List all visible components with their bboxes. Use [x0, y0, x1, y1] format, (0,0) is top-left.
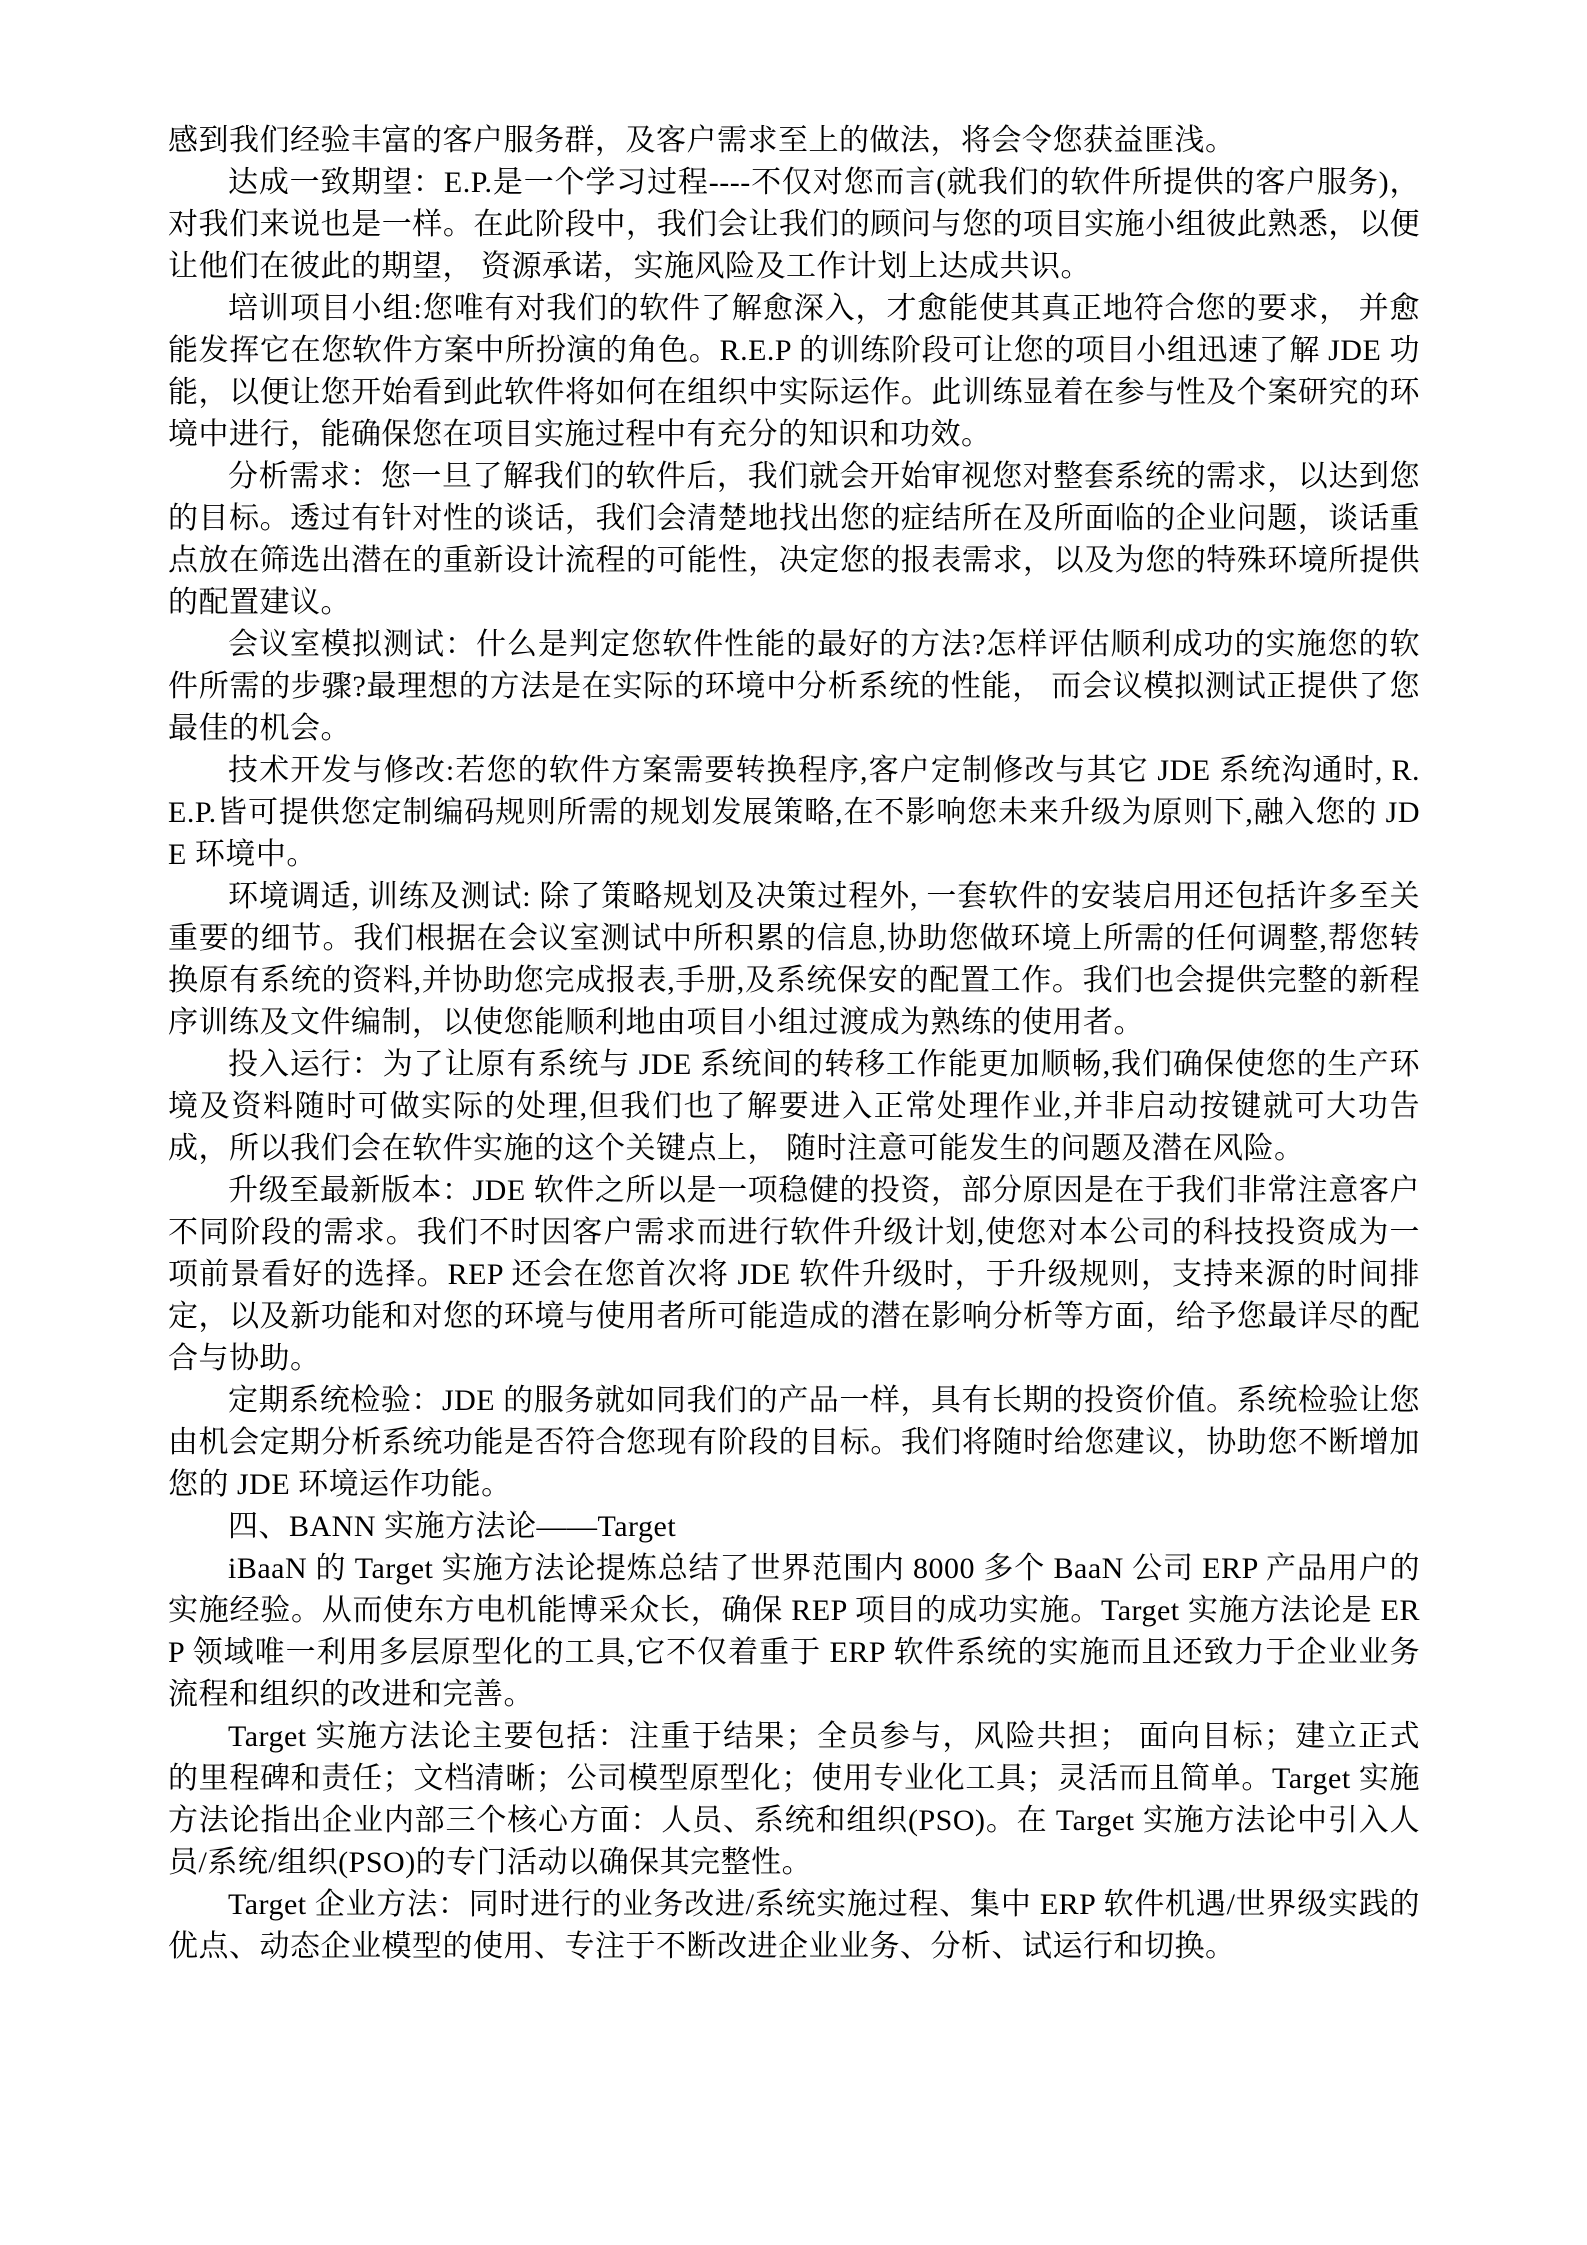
paragraph: Target 企业方法：同时进行的业务改进/系统实施过程、集中 ERP 软件机遇/世界级实践的优点、动态企业模型的使用、专注于不断改进企业业务、分析、试运行和切换。 [168, 1888, 1420, 1963]
paragraph-continuation: 感到我们经验丰富的客户服务群，及客户需求至上的做法，将会令您获益匪浅。 [168, 124, 1236, 157]
paragraph: Target 实施方法论主要包括：注重于结果；全员参与，风险共担； 面向目标；建立正式的里程碑和责任；文档清晰；公司模型原型化；使用专业化工具；灵活而且简单。Target 实施方法论指出企业内部三个核心方面：人员、系统和组织(PSO)。在 Target 实施方法论中引入人员/系统/组织(PSO)的专门活动以确保其完整性。 [168, 1720, 1420, 1879]
paragraph: 升级至最新版本：JDE 软件之所以是一项稳健的投资，部分原因是在于我们非常注意客户不同阶段的需求。我们不时因客户需求而进行软件升级计划,使您对本公司的科技投资成为一项前景看好的选择。REP 还会在您首次将 JDE 软件升级时，于升级规则，支持来源的时间排定，以及新功能和对您的环境与使用者所可能造成的潜在影响分析等方面，给予您最详尽的配合与协助。 [168, 1174, 1420, 1375]
paragraph: 培训项目小组:您唯有对我们的软件了解愈深入，才愈能使其真正地符合您的要求， 并愈能发挥它在您软件方案中所扮演的角色。R.E.P 的训练阶段可让您的项目小组迅速了解 JDE 功能，以便让您开始看到此软件将如何在组织中实际运作。此训练显着在参与性及个案研究的环境中进行，能确保您在项目实施过程中有充分的知识和功效。 [168, 292, 1420, 451]
paragraph: 技术开发与修改:若您的软件方案需要转换程序,客户定制修改与其它 JDE 系统沟通时, R.E.P.皆可提供您定制编码规则所需的规划发展策略,在不影响您未来升级为原则下,融入您的 JDE 环境中。 [168, 754, 1420, 871]
paragraph: 分析需求：您一旦了解我们的软件后，我们就会开始审视您对整套系统的需求，以达到您的目标。透过有针对性的谈话，我们会清楚地找出您的症结所在及所面临的企业问题，谈话重点放在筛选出潜在的重新设计流程的可能性，决定您的报表需求，以及为您的特殊环境所提供的配置建议。 [168, 460, 1420, 619]
document-page [168, 120, 1420, 1968]
section-heading: 四、BANN 实施方法论——Target [228, 1510, 677, 1543]
paragraph: 会议室模拟测试：什么是判定您软件性能的最好的方法?怎样评估顺利成功的实施您的软件所需的步骤?最理想的方法是在实际的环境中分析系统的性能， 而会议模拟测试正提供了您最佳的机会。 [168, 628, 1420, 745]
paragraph: 投入运行：为了让原有系统与 JDE 系统间的转移工作能更加顺畅,我们确保使您的生产环境及资料随时可做实际的处理,但我们也了解要进入正常处理作业,并非启动按键就可大功告成，所以我们会在软件实施的这个关键点上， 随时注意可能发生的问题及潜在风险。 [168, 1048, 1420, 1165]
paragraph: 定期系统检验：JDE 的服务就如同我们的产品一样，具有长期的投资价值。系统检验让您由机会定期分析系统功能是否符合您现有阶段的目标。我们将随时给您建议，协助您不断增加您的 JDE 环境运作功能。 [168, 1384, 1420, 1501]
paragraph: iBaaN 的 Target 实施方法论提炼总结了世界范围内 8000 多个 BaaN 公司 ERP 产品用户的实施经验。从而使东方电机能博采众长，确保 REP 项目的成功实施。Target 实施方法论是 ERP 领域唯一利用多层原型化的工具,它不仅着重于 ERP 软件系统的实施而且还致力于企业业务流程和组织的改进和完善。 [168, 1552, 1420, 1711]
paragraph: 环境调适, 训练及测试: 除了策略规划及决策过程外, 一套软件的安装启用还包括许多至关重要的细节。我们根据在会议室测试中所积累的信息,协助您做环境上所需的任何调整,帮您转换原有系统的资料,并协助您完成报表,手册,及系统保安的配置工作。我们也会提供完整的新程序训练及文件编制，以使您能顺利地由项目小组过渡成为熟练的使用者。 [168, 880, 1420, 1039]
paragraph: 达成一致期望：E.P.是一个学习过程----不仅对您而言(就我们的软件所提供的客户服务)，对我们来说也是一样。在此阶段中，我们会让我们的顾问与您的项目实施小组彼此熟悉，以便让他们在彼此的期望， 资源承诺，实施风险及工作计划上达成共识。 [168, 166, 1420, 283]
